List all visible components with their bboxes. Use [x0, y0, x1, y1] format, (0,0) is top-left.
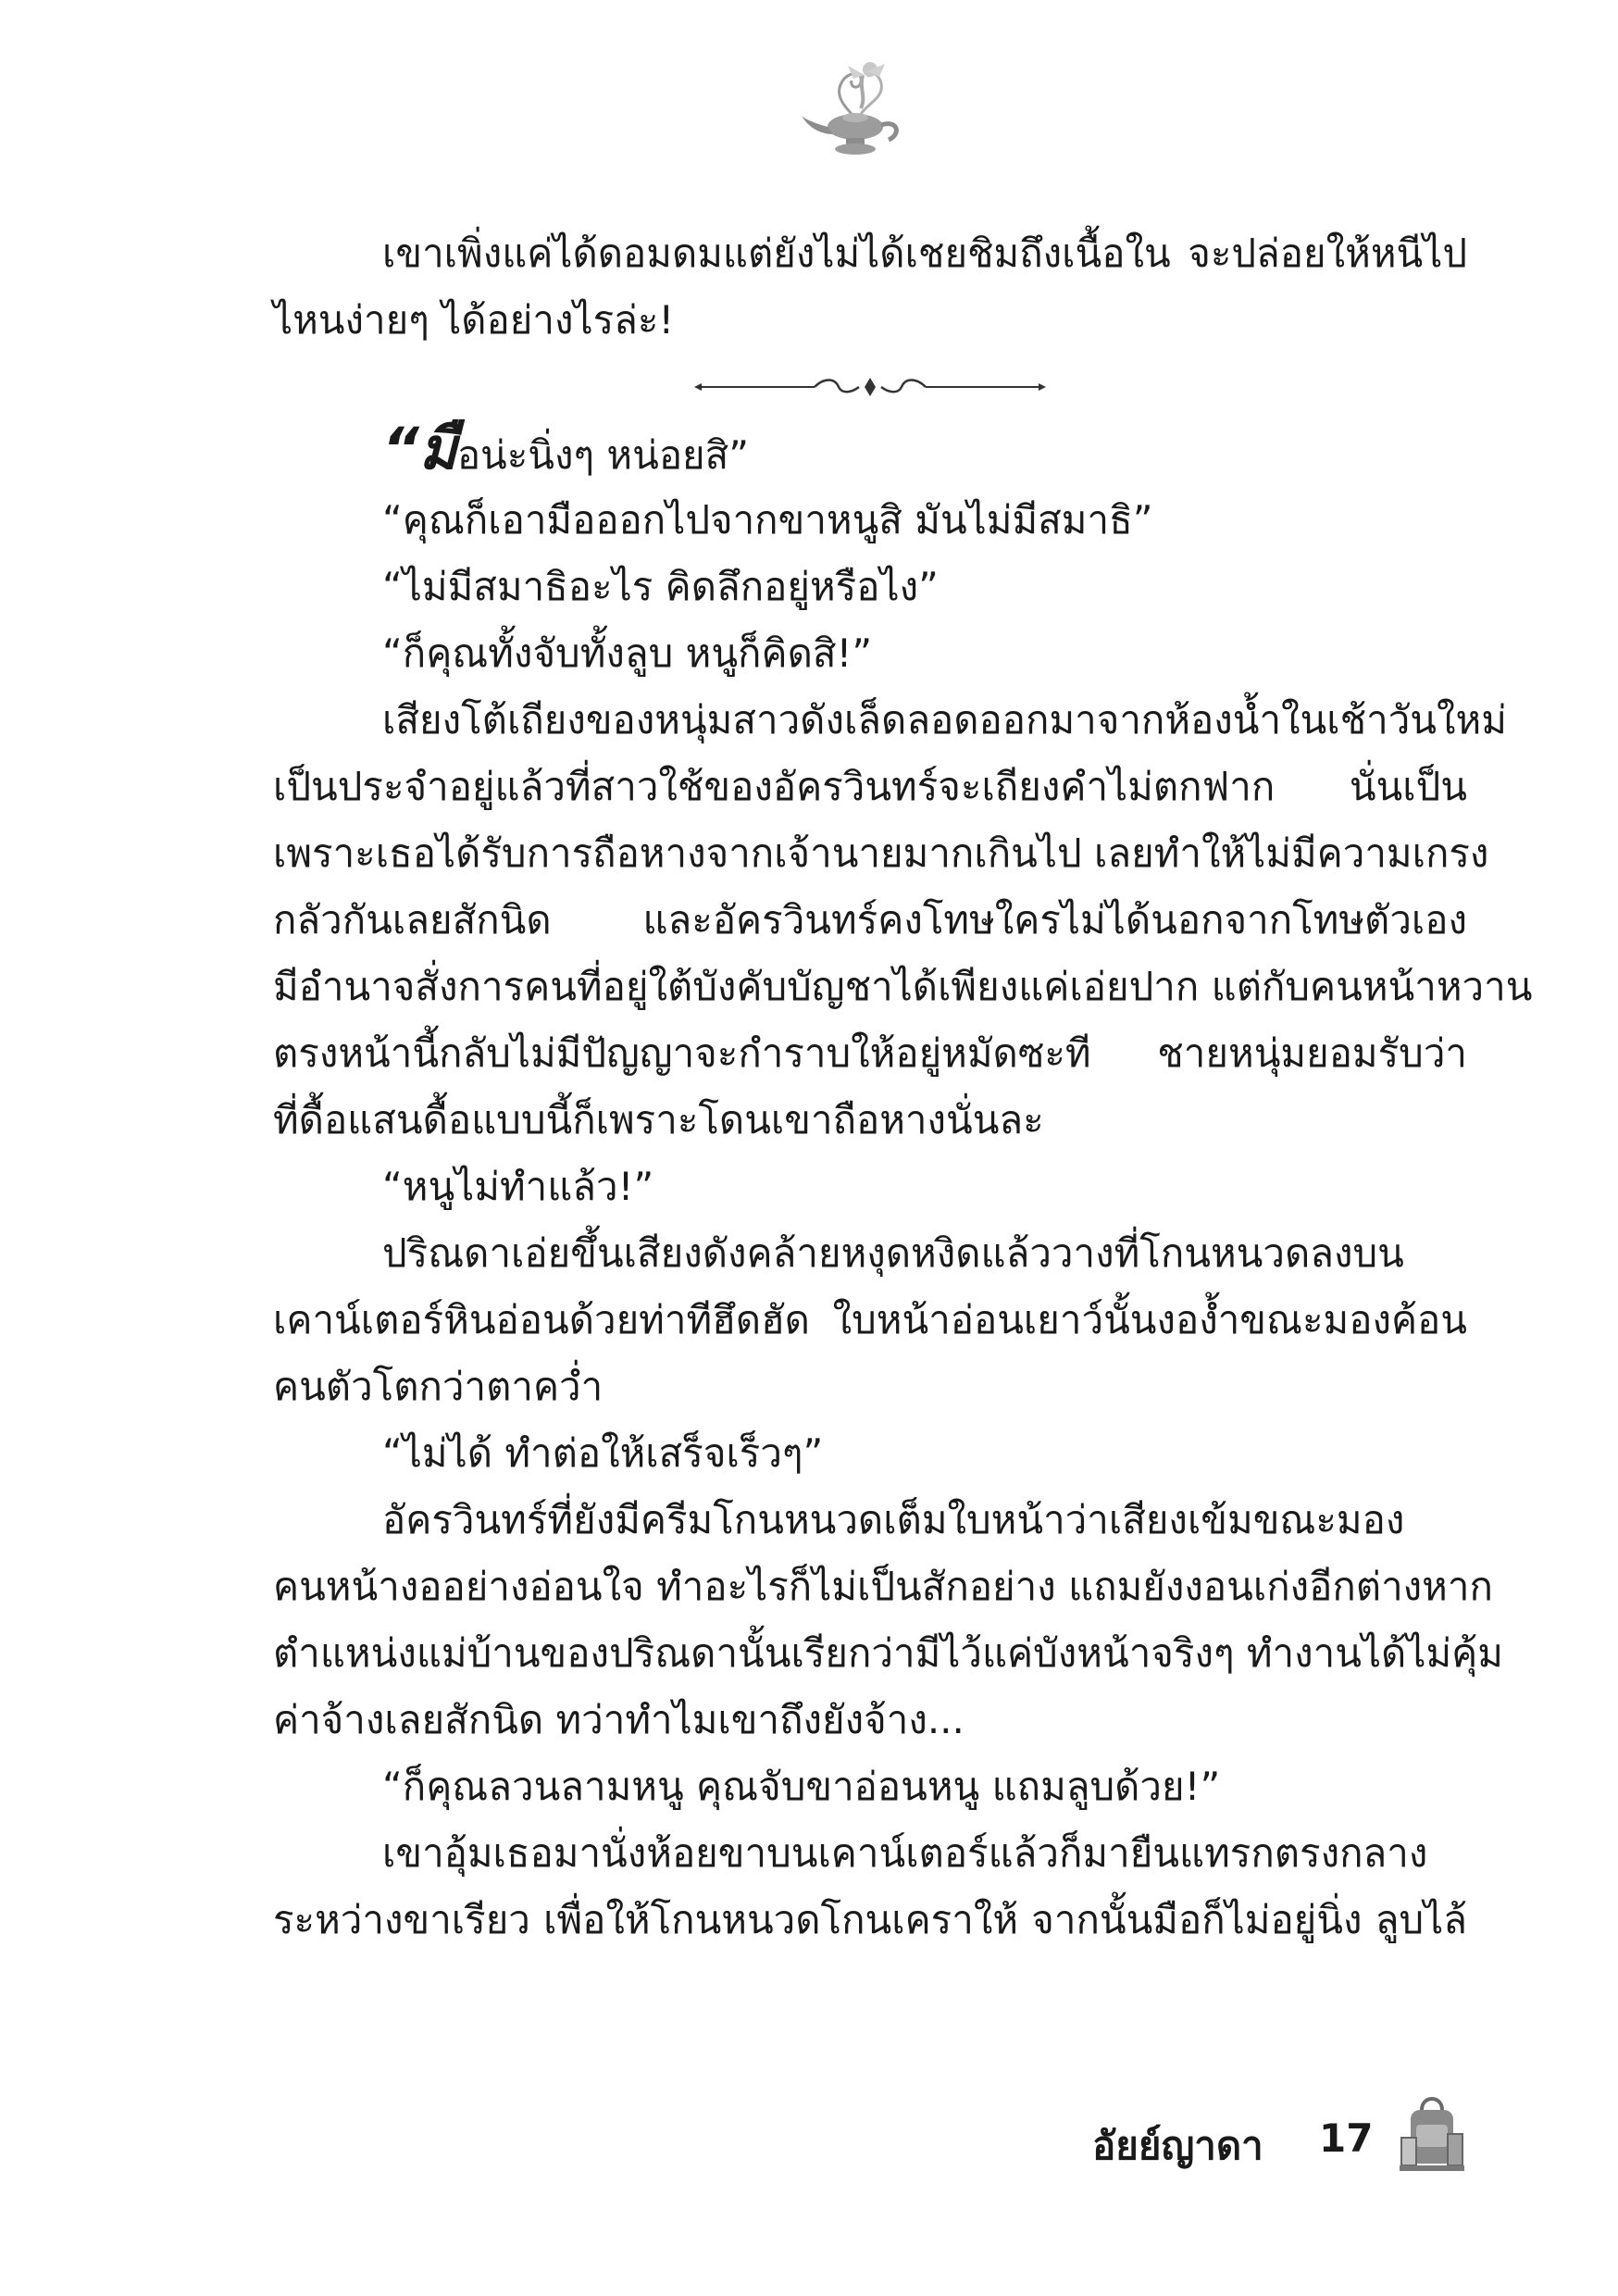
text-line: คนตัวโตกว่าตาคว่ำ	[273, 1364, 604, 1409]
body-text	[273, 220, 1533, 1953]
dialog-line	[273, 1154, 1467, 1220]
backpack-books-icon	[1398, 2088, 1467, 2176]
text-line: อน่ะนิ่งๆ หน่อยสิ”	[456, 432, 750, 478]
text-line: “ไม่ได้ ทำต่อให้เสร็จเร็วๆ”	[382, 1430, 824, 1476]
text-line: เสียงโต้เถียงของหนุ่มสาวดังเล็ดลอดออกมาจากห้องน้ำในเช้าวันใหม่	[382, 697, 1507, 742]
text-line: “คุณก็เอามือออกไปจากขาหนูสิ มันไม่มีสมาธิ”	[382, 497, 1153, 543]
scene-divider	[273, 354, 1467, 420]
text-line: ตำแหน่งแม่บ้านของปริณดานั้นเรียกว่ามีไว้แค่บังหน้าจริงๆ ทำงานได้ไม่คุ้ม	[273, 1630, 1503, 1676]
page-number: 17	[1319, 2115, 1374, 2161]
text-line: ระหว่างขาเรียว เพื่อให้โกนหนวดโกนเคราให้ จากนั้นมือก็ไม่อยู่นิ่ง ลูบไล้	[273, 1897, 1467, 1942]
text-line: ค่าจ้างเลยสักนิด ทว่าทำไมเขาถึงยังจ้าง...	[273, 1697, 965, 1742]
ornamental-divider-icon	[694, 370, 1046, 404]
dialog-line	[273, 554, 1467, 620]
text-line: เคาน์เตอร์หินอ่อนด้วยท่าทีฮึดฮัด ใบหน้าอ่อนเยาว์นั้นงอง้ำขณะมองค้อน	[273, 1297, 1467, 1342]
page-footer	[1092, 2088, 1462, 2180]
text-line: ตรงหน้านี้กลับไม่มีปัญญาจะกำราบให้อยู่หมัดซะที ชายหนุ่มยอมรับว่า	[273, 1030, 1467, 1076]
paragraph	[273, 1487, 1503, 1753]
author-name: อัยย์ญาดา	[1092, 2123, 1263, 2168]
text-line: “ก็คุณทั้งจับทั้งลูบ หนูก็คิดสิ!”	[382, 630, 873, 676]
dialog-line	[273, 1753, 1467, 1820]
dialog-line	[273, 487, 1467, 554]
paragraph	[273, 1820, 1467, 1953]
text-line: เพราะเธอได้รับการถือหางจากเจ้านายมากเกินไป เลยทำให้ไม่มีความเกรง	[273, 830, 1489, 876]
paragraph	[273, 415, 1467, 487]
text-line: ที่ดื้อแสนดื้อแบบนี้ก็เพราะโดนเขาถือหางนั่นละ	[273, 1097, 1044, 1142]
text-line: “ก็คุณลวนลามหนู คุณจับขาอ่อนหนู แถมลูบด้วย!”	[382, 1764, 1221, 1809]
magic-lamp-icon	[796, 51, 916, 171]
text-line: ปริณดาเอ่ยขึ้นเสียงดังคล้ายหงุดหงิดแล้ววางที่โกนหนวดลงบน	[382, 1230, 1404, 1276]
dialog-line	[273, 1420, 1467, 1487]
paragraph	[273, 220, 1467, 354]
text-line: เขาอุ้มเธอมานั่งห้อยขาบนเคาน์เตอร์แล้วก็มายืนแทรกตรงกลาง	[382, 1830, 1428, 1876]
text-line: อัครวินทร์ที่ยังมีครีมโกนหนวดเต็มใบหน้าว่าเสียงเข้มขณะมอง	[382, 1497, 1405, 1542]
text-line: เป็นประจำอยู่แล้วที่สาวใช้ของอัครวินทร์จะเถียงคำไม่ตกฟาก นั่นเป็น	[273, 764, 1467, 809]
text-line: “ไม่มีสมาธิอะไร คิดลึกอยู่หรือไง”	[382, 564, 939, 609]
dialog-line	[273, 620, 1467, 687]
drop-cap: “มื	[382, 415, 457, 482]
text-line: เขาเพิ่งแค่ได้ดอมดมแต่ยังไม่ได้เชยชิมถึงเนื้อใน จะปล่อยให้หนีไป	[382, 231, 1467, 276]
paragraph	[273, 687, 1533, 1154]
text-line: ไหนง่ายๆ ได้อย่างไรล่ะ!	[273, 297, 675, 343]
text-line: “หนูไม่ทำแล้ว!”	[382, 1164, 654, 1209]
text-line: มีอำนาจสั่งการคนที่อยู่ใต้บังคับบัญชาได้เพียงแค่เอ่ยปาก แต่กับคนหน้าหวาน	[273, 964, 1533, 1009]
text-line: คนหน้างออย่างอ่อนใจ ทำอะไรก็ไม่เป็นสักอย่าง แถมยังงอนเก่งอีกต่างหาก	[273, 1564, 1493, 1609]
paragraph	[273, 1220, 1467, 1420]
text-line: กลัวกันเลยสักนิด และอัครวินทร์คงโทษใครไม่ได้นอกจากโทษตัวเอง	[273, 897, 1467, 942]
